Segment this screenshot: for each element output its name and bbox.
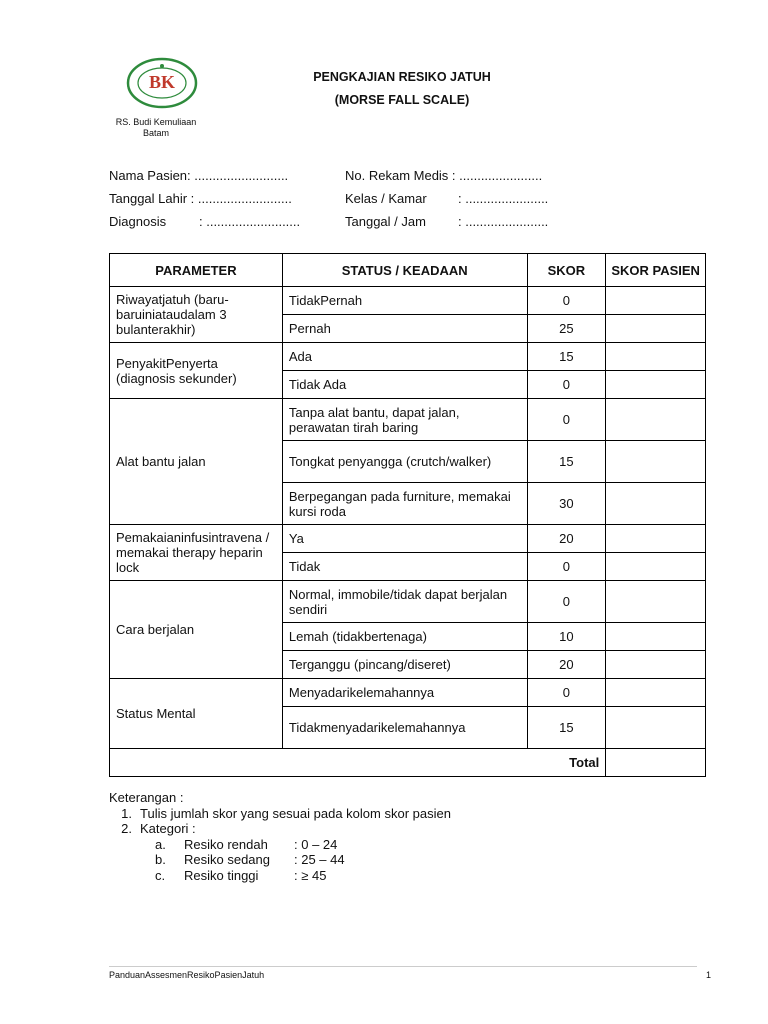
table-row <box>110 679 706 707</box>
patient-score-input[interactable] <box>606 651 706 679</box>
category-range: : 0 – 24 <box>294 836 338 852</box>
total-score-input[interactable] <box>606 749 706 777</box>
score-cell: 15 <box>527 441 606 483</box>
patient-score-input[interactable] <box>606 371 706 399</box>
hospital-name <box>96 117 216 139</box>
page-number: 1 <box>706 970 712 980</box>
diagnosis-label: Diagnosis <box>109 214 167 229</box>
kelas-kamar-value: : ....................... <box>458 191 549 206</box>
score-cell: 20 <box>527 651 606 679</box>
table-row <box>110 399 706 441</box>
diagnosis-value: : .......................... <box>199 214 301 229</box>
patient-score-input[interactable] <box>606 679 706 707</box>
category-label: Resiko rendah <box>184 836 268 852</box>
category-item <box>109 837 451 853</box>
status-cell: Normal, immobile/tidak dapat berjalan sendiri <box>282 581 527 623</box>
patient-score-input[interactable] <box>606 553 706 581</box>
col-header-skor-pasien: SKOR PASIEN <box>606 254 706 287</box>
score-cell: 0 <box>527 581 606 623</box>
hospital-name-line2: Batam <box>142 128 169 138</box>
no-rekam-medis-field: No. Rekam Medis : ....................... <box>345 168 543 183</box>
table-row <box>110 581 706 623</box>
total-row <box>110 749 706 777</box>
patient-score-input[interactable] <box>606 315 706 343</box>
footer-title: PanduanAssesmenResikoPasienJatuh <box>109 970 265 980</box>
patient-score-input[interactable] <box>606 441 706 483</box>
parameter-alat-bantu-jalan: Alat bantu jalan <box>110 399 283 525</box>
parameter-cara-berjalan: Cara berjalan <box>110 581 283 679</box>
note-item <box>109 806 451 822</box>
svg-text:BK: BK <box>148 72 176 92</box>
status-cell: TidakPernah <box>282 287 527 315</box>
score-cell: 20 <box>527 525 606 553</box>
category-label: Resiko sedang <box>184 852 270 867</box>
score-cell: 30 <box>527 483 606 525</box>
total-label: Total <box>110 749 606 777</box>
status-cell: Tidak Ada <box>282 371 527 399</box>
tanggal-lahir-field: Tanggal Lahir : .......................... <box>109 191 292 206</box>
score-cell: 15 <box>527 707 606 749</box>
category-range: : ≥ 45 <box>294 867 327 883</box>
score-cell: 25 <box>527 315 606 343</box>
score-cell: 0 <box>527 287 606 315</box>
note-item <box>109 821 451 837</box>
col-header-parameter: PARAMETER <box>110 254 283 287</box>
col-header-skor: SKOR <box>527 254 606 287</box>
tanggal-jam-label: Tanggal / Jam <box>345 214 426 229</box>
status-cell: Berpegangan pada furniture, memakai kursi roda <box>282 483 527 525</box>
morse-fall-scale-table <box>109 253 706 777</box>
status-cell: Tanpa alat bantu, dapat jalan, perawatan tirah baring <box>282 399 527 441</box>
parameter-infus-intravena: Pemakaianinfusintravena / memakai therapy heparin lock <box>110 525 283 581</box>
patient-score-input[interactable] <box>606 623 706 651</box>
score-cell: 15 <box>527 343 606 371</box>
category-letter: a. <box>155 836 166 852</box>
status-cell: Ada <box>282 343 527 371</box>
category-item <box>109 852 451 868</box>
table-row <box>110 343 706 371</box>
tanggal-jam-value: : ....................... <box>458 214 549 229</box>
parameter-status-mental: Status Mental <box>110 679 283 749</box>
status-cell: Pernah <box>282 315 527 343</box>
note-number: 1. <box>121 805 132 821</box>
score-cell: 0 <box>527 399 606 441</box>
status-cell: Tongkat penyangga (crutch/walker) <box>282 441 527 483</box>
category-range: : 25 – 44 <box>294 852 345 867</box>
table-row <box>110 525 706 553</box>
patient-score-input[interactable] <box>606 707 706 749</box>
patient-score-input[interactable] <box>606 525 706 553</box>
notes-section <box>109 790 451 883</box>
notes-heading: Keterangan : <box>109 790 184 805</box>
parameter-penyakit-penyerta: PenyakitPenyerta (diagnosis sekunder) <box>110 343 283 399</box>
patient-score-input[interactable] <box>606 287 706 315</box>
status-cell: Tidak <box>282 553 527 581</box>
score-cell: 0 <box>527 371 606 399</box>
footer-divider <box>109 966 697 967</box>
note-text: Kategori : <box>140 821 196 836</box>
parameter-riwayat-jatuh: Riwayatjatuh (baru-baruiniataudalam 3 bulanterakhir) <box>110 287 283 343</box>
kelas-kamar-label: Kelas / Kamar <box>345 191 427 206</box>
patient-score-input[interactable] <box>606 343 706 371</box>
status-cell: Terganggu (pincang/diseret) <box>282 651 527 679</box>
status-cell: Ya <box>282 525 527 553</box>
status-cell: Lemah (tidakbertenaga) <box>282 623 527 651</box>
patient-score-input[interactable] <box>606 581 706 623</box>
patient-score-input[interactable] <box>606 483 706 525</box>
hospital-name-line1: RS. Budi Kemuliaan <box>115 117 197 127</box>
category-label: Resiko tinggi <box>184 867 259 883</box>
document-subtitle: (MORSE FALL SCALE) <box>334 93 470 107</box>
score-cell: 10 <box>527 623 606 651</box>
status-cell: Menyadarikelemahannya <box>282 679 527 707</box>
status-cell: Tidakmenyadarikelemahannya <box>282 707 527 749</box>
category-letter: c. <box>155 867 166 883</box>
document-title: PENGKAJIAN RESIKO JATUH <box>313 70 491 84</box>
note-text: Tulis jumlah skor yang sesuai pada kolom skor pasien <box>140 805 451 821</box>
score-cell: 0 <box>527 679 606 707</box>
table-header-row <box>110 254 706 287</box>
category-letter: b. <box>155 852 166 867</box>
col-header-status: STATUS / KEADAAN <box>282 254 527 287</box>
nama-pasien-field: Nama Pasien: .......................... <box>109 168 289 183</box>
table-row <box>110 287 706 315</box>
note-number: 2. <box>121 821 132 836</box>
patient-score-input[interactable] <box>606 399 706 441</box>
score-cell: 0 <box>527 553 606 581</box>
category-item <box>109 868 451 884</box>
